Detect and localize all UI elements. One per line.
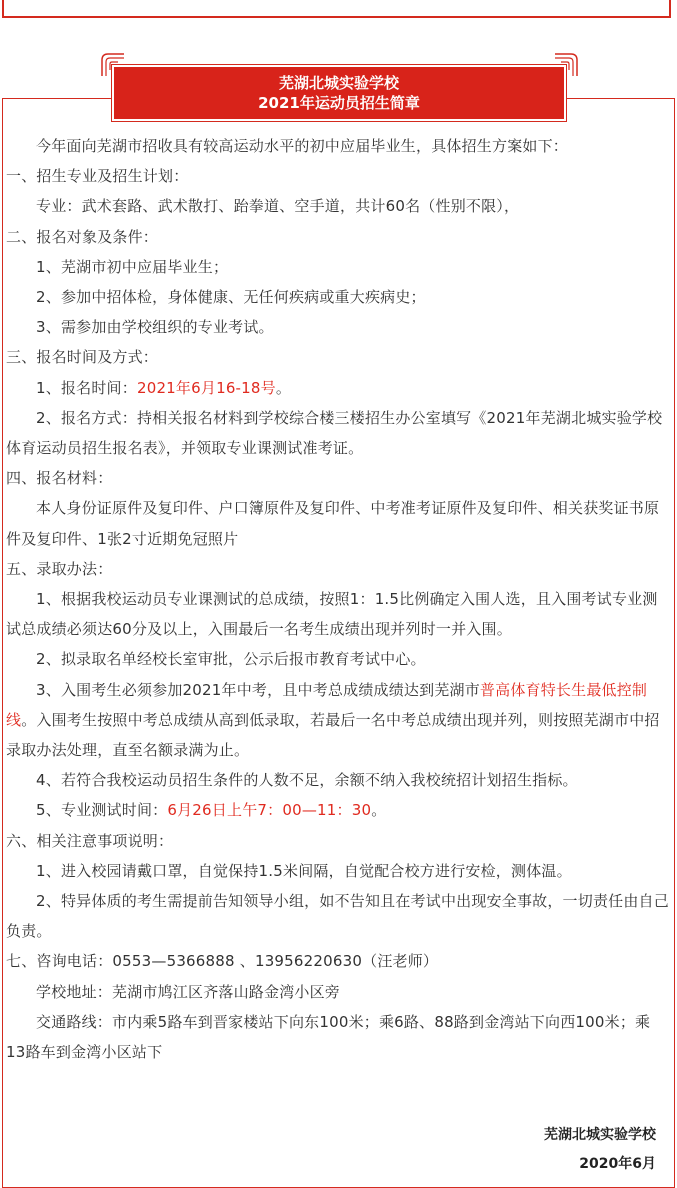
title-banner [112, 65, 566, 121]
section-3-method: 2、报名方式：持相关报名材料到学校综合楼三楼招生办公室填写《2021年芜湖北城实验学校体育运动员招生报名表》，并领取专业课测试准考证。 [6, 408, 663, 458]
signature-school: 芜湖北城实验学校 [544, 1127, 656, 1143]
section-6-heading: 六、相关注意事项说明： [6, 831, 174, 850]
section-7-heading: 七、咨询电话：0553—5366888 、13956220630（汪老师） [6, 952, 439, 971]
section-2-item-3: 3、需参加由学校组织的专业考试。 [36, 318, 274, 337]
section-5-heading: 五、录取办法： [6, 559, 113, 578]
section-3-time [6, 373, 669, 403]
section-6-item-1: 1、进入校园请戴口罩，自觉保持1.5米间隔，自觉配合校方进行安检，测体温。 [36, 861, 572, 880]
intro-paragraph: 今年面向芜湖市招收具有较高运动水平的初中应届毕业生，具体招生方案如下： [36, 137, 569, 155]
section-5-item-3-text-b: 。入围考生按照中考总成绩从高到低录取，若最后一名中考总成绩出现并列，则按照芜湖市中招录取办法处理，直至名额录满为止。 [6, 710, 660, 760]
section-5-item-5-suffix: 。 [371, 801, 387, 820]
section-3-time-suffix: 。 [275, 378, 292, 397]
section-1-text: 专业：武术套路、武术散打、跆拳道、空手道，共计60名（性别不限）， [36, 197, 520, 216]
section-5-item-2: 2、拟录取名单经校长室审批，公示后报市教育考试中心。 [36, 650, 426, 669]
title-line-heading: 2021年运动员招生简章 [258, 94, 420, 112]
section-3-heading: 三、报名时间及方式： [6, 348, 159, 367]
section-1-heading: 一、招生专业及招生计划： [6, 167, 189, 186]
section-6-item-2: 2、特异体质的考生需提前告知领导小组，如不告知且在考试中出现安全事故，一切责任由自己负责。 [6, 892, 669, 941]
transport-route: 交通路线：市内乘5路车到晋家楼站下向东100米；乘6路、88路到金湾站下向西100米；乘13路车到金湾小区站下 [6, 1012, 651, 1062]
section-3-time-label: 1、报名时间： [36, 378, 137, 397]
section-5-item-3-text-a: 3、入围考生必须参加2021年中考，且中考总成绩成绩达到芜湖市 [36, 680, 480, 699]
section-2-item-2: 2、参加中招体检，身体健康、无任何疾病或重大疾病史； [36, 288, 426, 307]
previous-card-border [2, 0, 671, 18]
section-4-heading: 四、报名材料： [6, 469, 113, 488]
section-5-item-3 [6, 675, 669, 766]
section-5-item-5-label: 5、专业测试时间： [36, 801, 168, 820]
section-3-time-value: 2021年6月16-18号 [136, 378, 276, 397]
section-2-item-1: 1、芜湖市初中应届毕业生； [36, 257, 229, 276]
section-4-text: 本人身份证原件及复印件、户口簿原件及复印件、中考准考证原件及复印件、相关获奖证书原件及复印件、1张2寸近期免冠照片 [6, 499, 660, 548]
section-5-item-3-highlight: 普高体育特长生最低控制线 [6, 680, 648, 729]
signature-date: 2020年6月 [579, 1156, 656, 1172]
section-5-item-5-value: 6月26日上午7：00—11：30 [167, 801, 372, 820]
section-5-item-5 [6, 795, 669, 825]
section-5-item-4: 4、若符合我校运动员招生条件的人数不足，余额不纳入我校统招计划招生指标。 [36, 771, 578, 790]
school-address: 学校地址：芜湖市鸠江区齐落山路金湾小区旁 [36, 982, 341, 1001]
document-body [6, 131, 669, 1067]
section-5-item-1: 1、根据我校运动员专业课测试的总成绩，按照1：1.5比例确定入围人选，且入围考试专业测试总成绩必须达60分及以上，入围最后一名考生成绩出现并列时一并入围。 [6, 590, 658, 639]
title-line-school: 芜湖北城实验学校 [278, 74, 399, 92]
section-2-heading: 二、报名对象及条件： [6, 227, 159, 246]
